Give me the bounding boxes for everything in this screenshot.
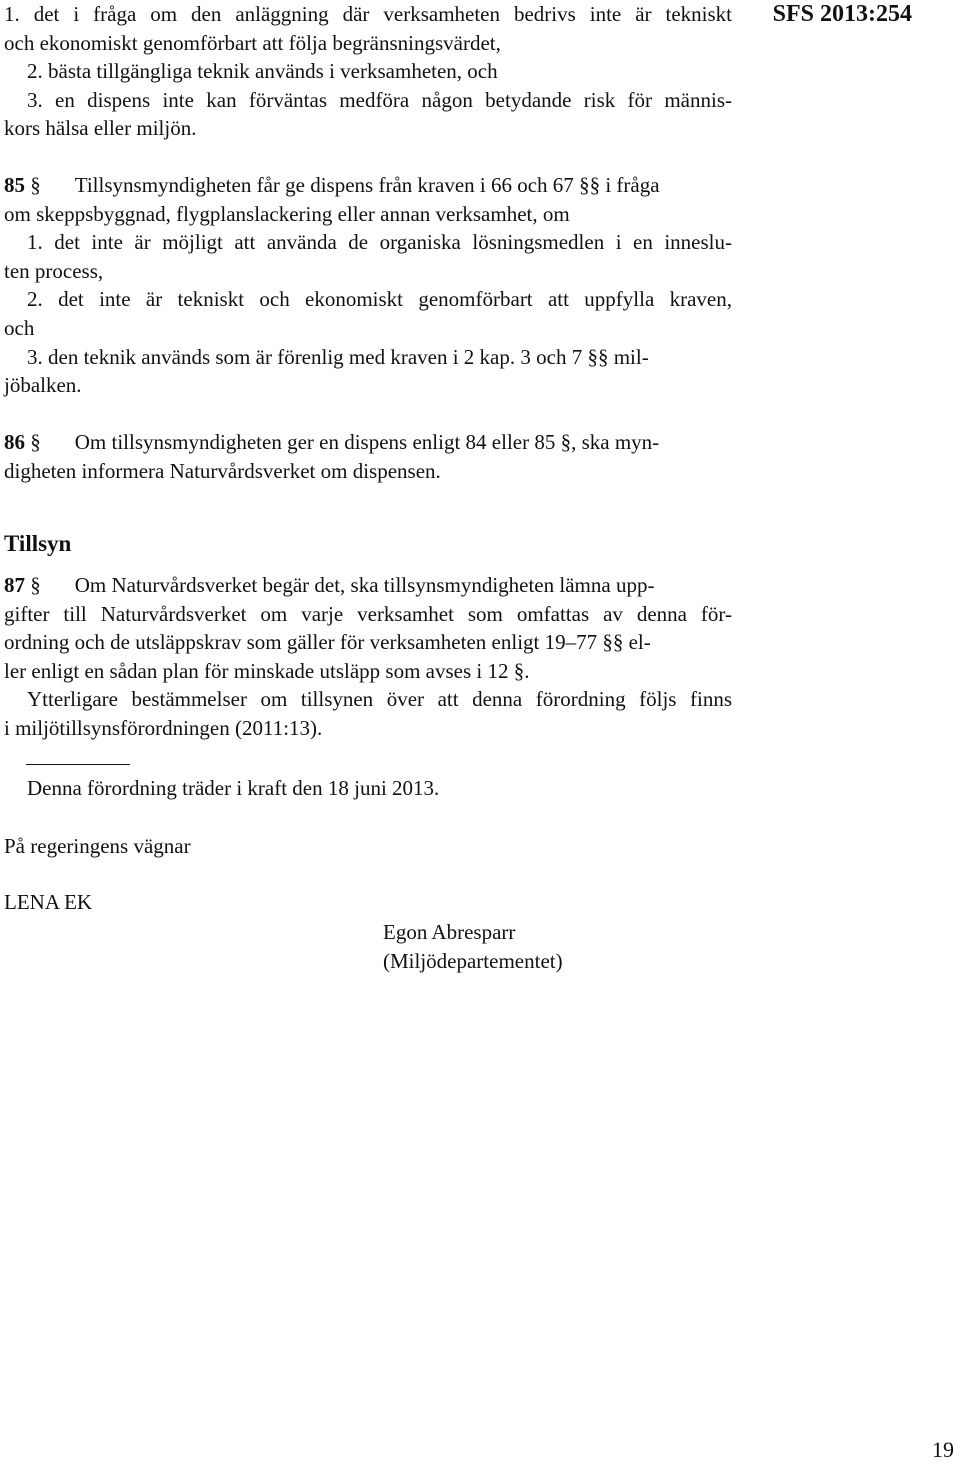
page-number: 19 [932,1437,954,1462]
list-item-3 [4,343,732,372]
list-item-1: 1. det inte är möjligt att använda de organiska lösningsmedlen i en inneslu- [27,230,732,255]
section-86-line-2: digheten informera Naturvårdsverket om dispensen. [4,458,441,483]
sfs-number: SFS 2013:254 [772,1,912,27]
on-behalf-of-government: På regeringens vägnar [4,834,191,858]
section-sign-double: §§ [579,173,601,197]
section-87-line-6: i miljötillsynsförordningen (2011:13). [4,715,323,740]
section-text: , ska myn- [571,430,660,454]
separator-line [26,764,130,765]
section-text: ordning och de utsläppskrav som gäller för verksamheten enligt 19–77 [4,630,598,655]
section-sign: § [560,430,572,454]
list-line: 1. det i fråga om den anläggning där verksamheten bedrivs inte är tekniskt [4,2,732,26]
section-87-line-3 [4,628,732,657]
section-85-line-2: om skeppsbyggnad, flygplanslackering eller annan verksamhet, om [4,201,570,226]
section-87-line-2: gifter till Naturvårdsverket om varje verksamhet som omfattas av denna för- [4,601,732,626]
section-text: ler enligt en sådan plan för minskade utsläpp som avses i 12 [4,658,509,683]
list-item-1-cont: ten process, [4,258,104,283]
list-item-3-end: mil- [613,344,649,369]
section-85 [4,171,732,400]
section-sign: § [513,658,525,683]
section-sign: § [30,573,41,597]
list-line: kors hälsa eller miljön. [4,116,197,141]
list-item-3-text: 3. den teknik används som är förenlig med kraven i 2 kap. 3 och 7 [27,344,583,369]
signatory-minister: LENA EK [4,890,93,914]
list-item-3-cont: jöbalken. [4,373,82,398]
section-85-line-1 [4,171,732,200]
section-text: Om tillsynsmyndigheten ger en dispens enligt 84 eller 85 [74,430,556,454]
list-item-2: 2. det inte är tekniskt och ekonomiskt genomförbart att uppfylla kraven, [27,287,732,312]
section-87-line-4 [4,657,732,686]
section-sign-double: §§ [587,344,609,369]
section-86-line-1 [4,428,732,457]
section-86 [4,428,732,485]
section-number: 87 [4,573,25,597]
list-line: 3. en dispens inte kan förväntas medföra någon betydande risk för männis- [27,87,732,112]
section-87-line-5: Ytterligare bestämmelser om tillsynen över att denna förordning följs finns [27,687,732,712]
section-sign: § [30,430,41,454]
section-number: 86 [4,430,25,454]
section-87 [4,571,732,743]
signatory-official: Egon Abresparr [383,920,516,944]
section-87-line-1 [4,571,732,600]
section-number: 85 [4,173,25,197]
section-text: Om Naturvårdsverket begär det, ska tillsynsmyndigheten lämna upp- [74,573,655,597]
list-line: 2. bästa tillgängliga teknik används i verksamheten, och [27,59,498,84]
section-heading-tillsyn: Tillsyn [4,531,72,556]
section-text: . [524,658,530,683]
section-sign-double: §§ [602,630,624,655]
list-line: och ekonomiskt genomförbart att följa begränsningsvärdet, [4,30,501,55]
department: (Miljödepartementet) [383,949,563,973]
section-text: el- [628,630,651,655]
continued-list [4,0,732,143]
section-sign: § [30,173,41,197]
list-item-2-cont: och [4,315,35,340]
section-text: i fråga [605,173,660,197]
section-text: Tillsynsmyndigheten får ge dispens från kraven i 66 och 67 [74,173,574,197]
entry-into-force: Denna förordning träder i kraft den 18 juni 2013. [27,776,440,800]
